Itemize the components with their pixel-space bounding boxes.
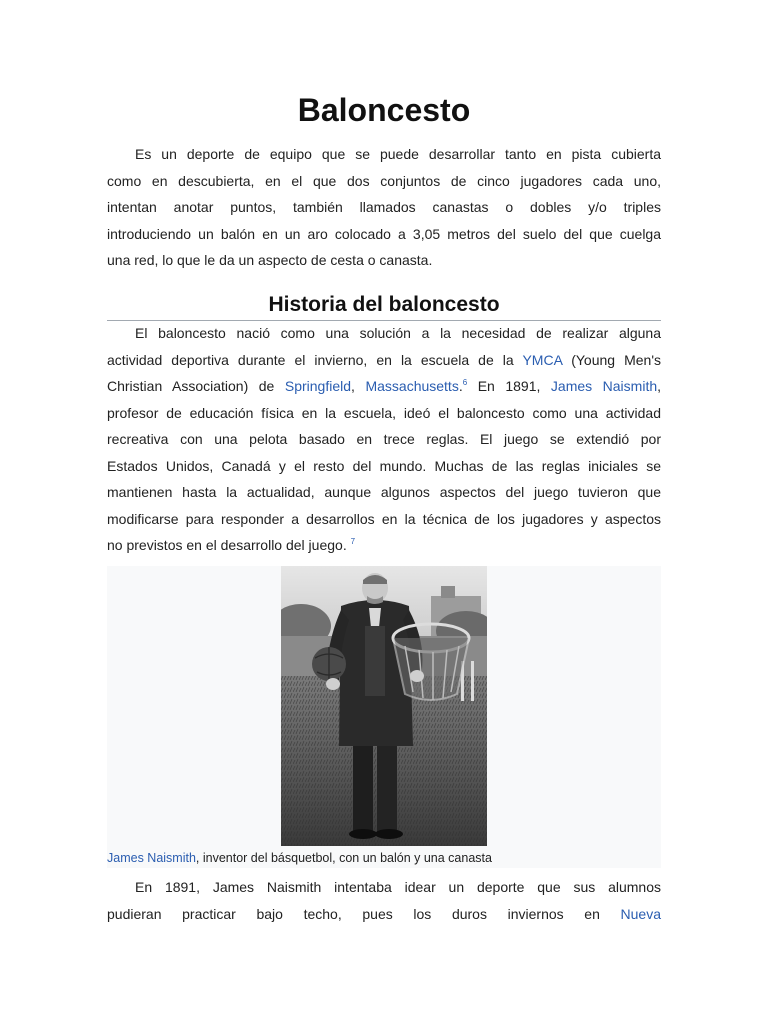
next-paragraph: [107, 874, 661, 927]
caption-naismith-link[interactable]: James Naismith: [107, 851, 196, 865]
springfield-link[interactable]: Springfield: [284, 378, 352, 394]
history-paragraph: [107, 320, 661, 559]
next-line: [107, 901, 661, 928]
next-text: pudieran practicar bajo techo, pues los duros inviernos en: [107, 905, 621, 922]
history-line: El baloncesto nació como una solución a la necesidad de realizar alguna: [135, 325, 661, 341]
page-title: Baloncesto: [297, 92, 471, 128]
intro-paragraph: [107, 141, 661, 274]
history-text: ,: [351, 378, 366, 394]
history-line: mantienen hasta la actualidad, aunque algunos aspectos del juego tuvieron que: [107, 484, 661, 500]
reference-7[interactable]: 7: [350, 537, 356, 546]
intro-line: intentan anotar puntos, también llamados canastas o dobles y/o triples: [107, 199, 661, 215]
history-line: [107, 347, 661, 374]
james-naismith-link[interactable]: James Naismith: [550, 378, 658, 394]
history-text: .: [458, 378, 463, 394]
history-text: no previstos en el desarrollo del juego.: [107, 537, 351, 553]
ymca-link[interactable]: YMCA: [522, 351, 563, 368]
naismith-photo-image: [281, 566, 487, 846]
nueva-link[interactable]: Nueva: [620, 905, 661, 922]
history-text: actividad deportiva durante el invierno, en la escuela de la: [107, 351, 523, 368]
history-text: En 1891,: [467, 378, 551, 394]
history-line: [107, 532, 661, 559]
history-line: recreativa con una pelota basado en trece reglas. El juego se extendió por: [107, 431, 661, 447]
caption-text: , inventor del básquetbol, con un balón y una canasta: [195, 851, 492, 865]
history-text: ,: [657, 378, 662, 394]
intro-line: Es un deporte de equipo que se puede desarrollar tanto en pista cubierta: [135, 146, 661, 162]
naismith-photo[interactable]: [281, 566, 487, 846]
history-line: [107, 373, 661, 400]
intro-line: una red, lo que le da un aspecto de cesta o canasta.: [107, 252, 433, 268]
history-text: (Young Men's: [562, 351, 661, 368]
intro-line: como en descubierta, en el que dos conjuntos de cinco jugadores cada uno,: [107, 172, 661, 189]
history-text: Christian Association) de: [107, 378, 285, 394]
history-line: Estados Unidos, Canadá y el resto del mundo. Muchas de las reglas iniciales se: [107, 457, 661, 474]
history-line: modificarse para responder a desarrollos en la técnica de los jugadores y aspectos: [107, 510, 661, 527]
intro-line: introduciendo un balón en un aro colocado a 3,05 metros del suelo del que cuelga: [107, 225, 661, 242]
massachusetts-link[interactable]: Massachusetts: [365, 378, 459, 394]
history-line: profesor de educación física en la escuela, ideó el baloncesto como una actividad: [107, 404, 661, 421]
figure-caption: [107, 848, 661, 868]
section-heading: Historia del baloncesto: [268, 293, 500, 316]
reference-6[interactable]: 6: [462, 378, 468, 387]
next-line: En 1891, James Naismith intentaba idear un deporte que sus alumnos: [135, 879, 661, 895]
